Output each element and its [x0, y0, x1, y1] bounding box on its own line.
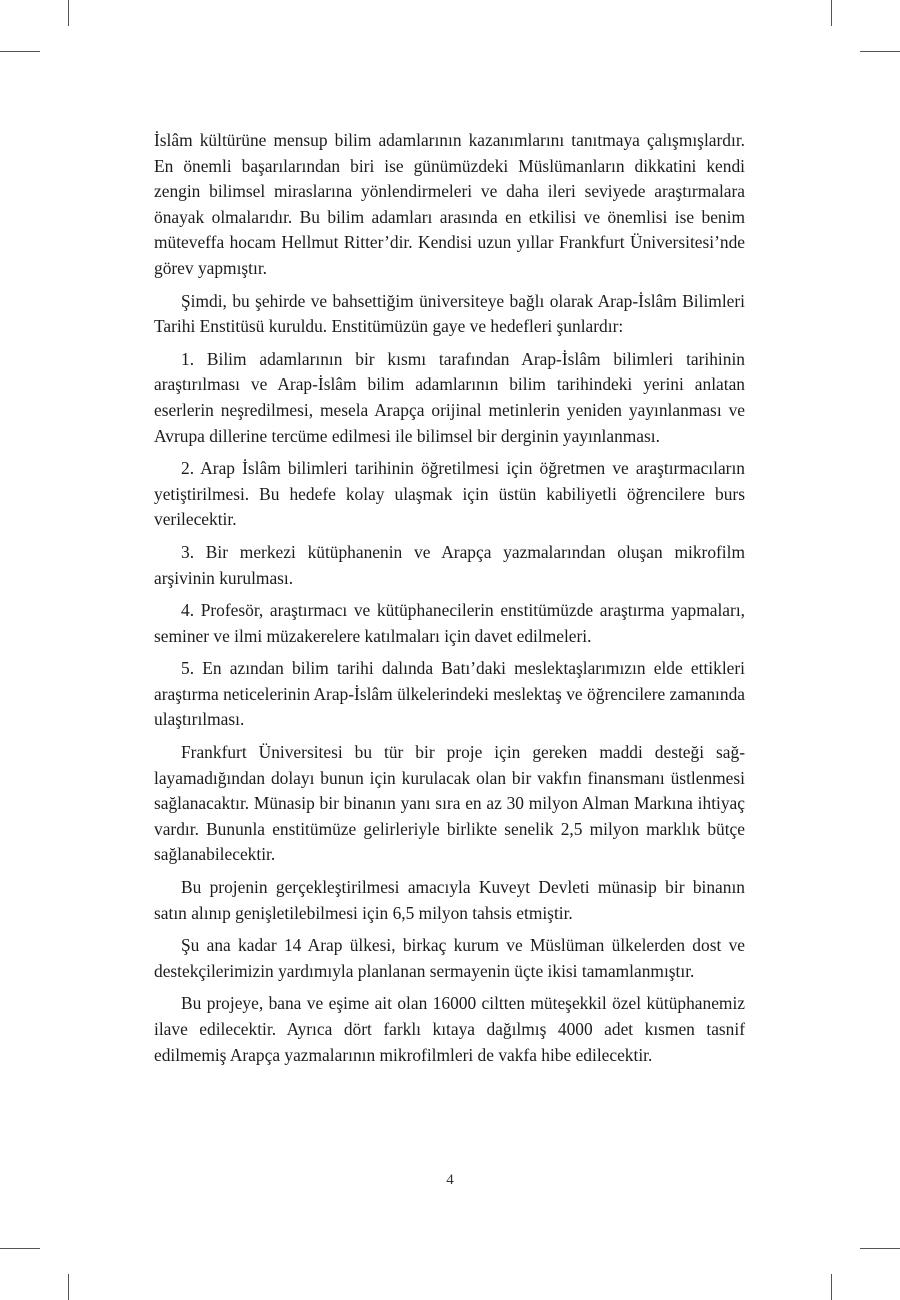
paragraph-funding: Frankfurt Üniversitesi bu tür bir proje için gereken maddi desteği sağlayamadığından dolayı bunun için kurulacak olan bir vakfın finansmanı üstlenmesi sağlanacaktır. Münasip bir binanın yanı sıra en az 30 milyon Alman Markına ihtiyaç vardır. Bununla enstitümüze gelirleriyle birlikte senelik 2,5 milyon marklık bütçe sağlanabilecektir. [154, 742, 745, 865]
list-item-goal-1: 1. Bilim adamlarının bir kısmı tarafından Arap-İslâm bilimleri tarihinin araştırılması ve Arap-İslâm bilim adamlarının bilim tarihindeki yerini anlatan eserlerin neşredilmesi, mesela Arapça orijinal metinlerin yeniden yayınlanması ve Avrupa dillerine tercüme edilmesi ile bilimsel bir derginin yayınlanması. [154, 348, 745, 446]
list-item-goal-4: 4. Profesör, araştırmacı ve kütüphanecilerin enstitümüzde araştırma yapmaları, seminer ve ilmi müzakerelere katılmaları için davet edilmeleri. [154, 600, 745, 646]
crop-mark-bottom-right [831, 1274, 832, 1300]
paragraph-kuwait: Bu projenin gerçekleştirilmesi amacıyla Kuveyt Devleti münasip bir binanın satın alınıp genişletilebilmesi için 6,5 milyon tahsis etmiştir. [154, 877, 745, 923]
paragraph-library: Bu projeye, bana ve eşime ait olan 16000 ciltten müteşekkil özel kütüphanemiz ilave edilecektir. Ayrıca dört farklı kıtaya dağılmış 4000 adet kısmen tasnif edilmemiş Arapça yazmalarının mikrofilmleri de vakfa hibe edilecektir. [154, 993, 745, 1065]
crop-mark-left-bottom [0, 1248, 40, 1249]
crop-mark-bottom-left [68, 1274, 69, 1300]
crop-mark-top-left [68, 0, 69, 26]
crop-mark-left-top [0, 51, 40, 52]
crop-mark-right-top [860, 51, 900, 52]
paragraph-continuation: İslâm kültürüne mensup bilim adamlarının kazanımlarını tanıtmaya çalışmışlardır. En önemli başarılarından biri ise günümüzdeki Müslümanların dikkatini kendi zengin bilimsel miraslarına yönlendirmeleri ve daha ileri seviyede araştırmalara önayak olmalarıdır. Bu bilim adamları arasında en etkilisi ve önemlisi ise benim müteveffa hocam Hellmut Ritter’dir. Kendisi uzun yıllar Frankfurt Üniversitesi’nde görev yapmıştır. [154, 130, 745, 278]
list-item-goal-5: 5. En azından bilim tarihi dalında Batı’daki meslektaşlarımızın elde ettikleri araştırma neticelerinin Arap-İslâm ülkelerindeki meslektaş ve öğrencilere zamanında ulaştırılması. [154, 658, 745, 730]
paragraph-institute-founding: Şimdi, bu şehirde ve bahsettiğim üniversiteye bağlı olarak Arap-İslâm Bilimleri Tarihi Enstitüsü kuruldu. Enstitümüzün gaye ve hedefleri şunlardır: [154, 290, 745, 337]
crop-mark-right-bottom [860, 1248, 900, 1249]
page-body [154, 128, 745, 1075]
paragraph-capital: Şu ana kadar 14 Arap ülkesi, birkaç kurum ve Müslüman ülkelerden dost ve destekçilerimizin yardımıyla planlanan sermayenin üçte ikisi tamamlanmıştır. [154, 935, 745, 981]
crop-mark-top-right [831, 0, 832, 26]
list-item-goal-3: 3. Bir merkezi kütüphanenin ve Arapça yazmalarından oluşan mikrofilm arşivinin kurulması. [154, 541, 745, 588]
page-number: 4 [446, 1172, 454, 1188]
list-item-goal-2: 2. Arap İslâm bilimleri tarihinin öğretilmesi için öğretmen ve araştırmacıların yetiştirilmesi. Bu hedefe kolay ulaşmak için üstün kabiliyetli öğrencilere burs verilecektir. [154, 458, 745, 530]
